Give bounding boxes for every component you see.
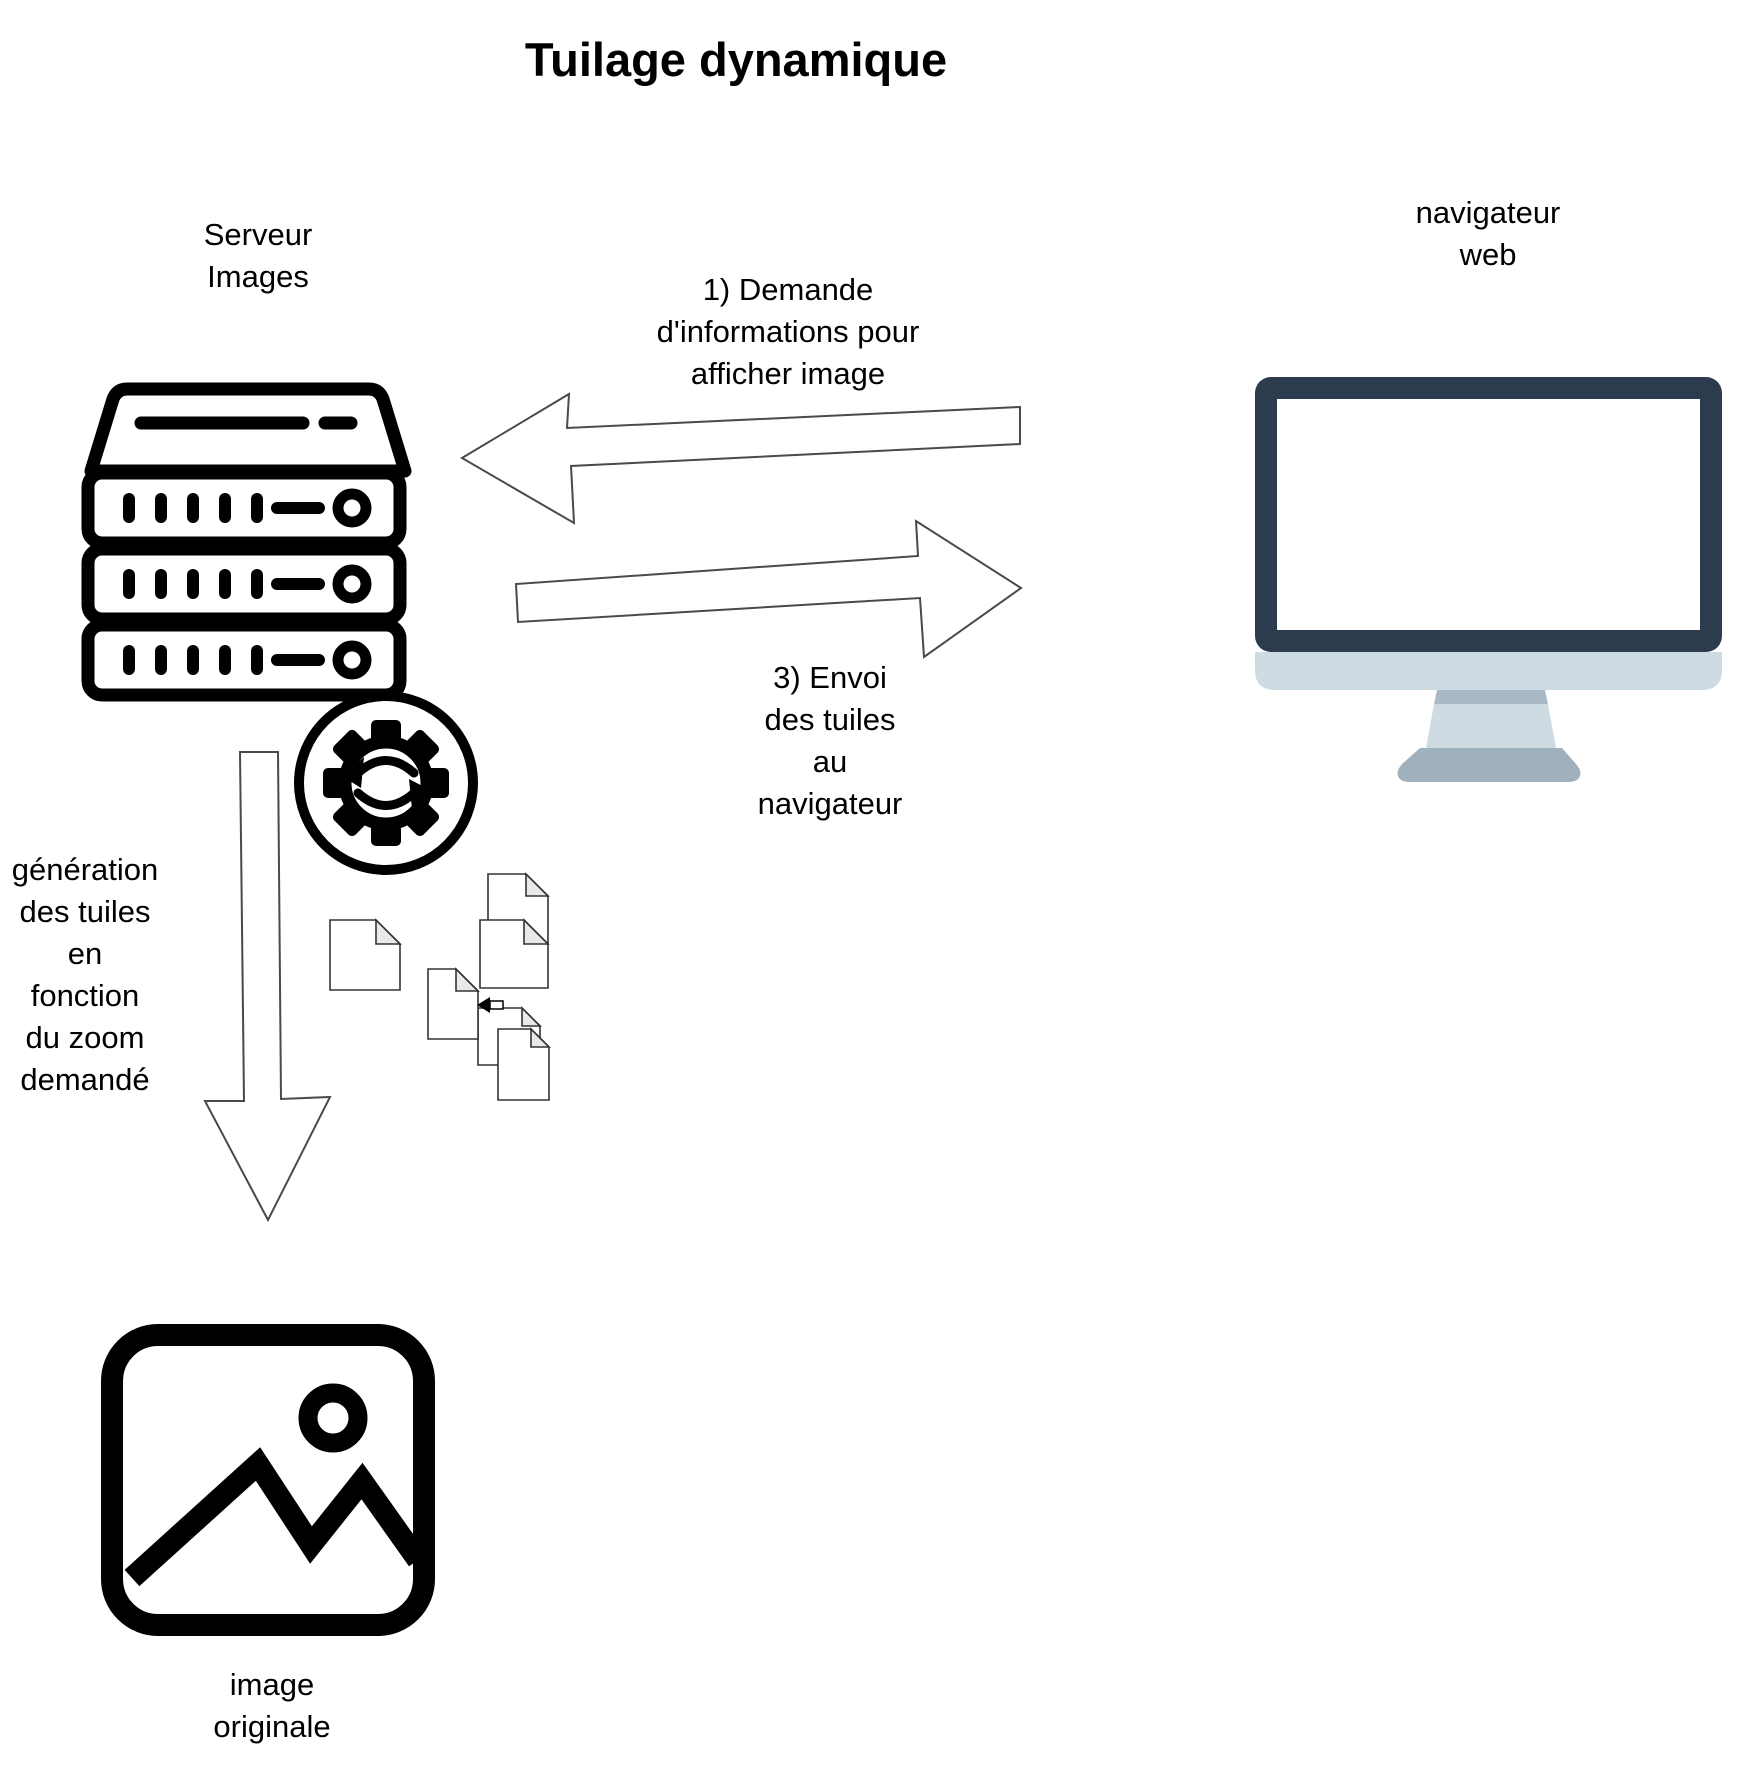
image-icon — [112, 1335, 424, 1625]
server-label-line: Serveur — [203, 217, 313, 252]
gear-sync-icon — [299, 696, 473, 870]
browser-label-line: navigateur — [1415, 195, 1561, 230]
browser-label-line: web — [1459, 237, 1517, 272]
send-arrow-label-line: navigateur — [757, 786, 903, 821]
diagram-title: Tuilage dynamique — [524, 33, 948, 86]
send-arrow-label-line: au — [812, 744, 848, 779]
request-arrow-label-line: afficher image — [690, 356, 886, 391]
browser-label — [1416, 192, 1561, 276]
tile-files-icon — [330, 874, 549, 1100]
generation-arrow-label-line: des tuiles — [19, 894, 151, 929]
send-arrow-label-line: 3) Envoi — [773, 660, 887, 695]
original-image-label — [213, 1664, 330, 1748]
request-arrow-label — [657, 269, 920, 395]
generation-arrow-label-line: du zoom — [25, 1020, 145, 1055]
original-image-label-line: image — [229, 1667, 315, 1702]
arrow-request — [462, 394, 1020, 523]
generation-arrow-label — [12, 849, 159, 1101]
send-arrow-label-line: des tuiles — [764, 702, 896, 737]
arrow-send — [516, 521, 1021, 657]
request-arrow-label-line: d'informations pour — [656, 314, 920, 349]
server-label-line: Images — [207, 259, 309, 294]
monitor-icon — [1255, 377, 1722, 782]
request-arrow-label-line: 1) Demande — [702, 272, 874, 307]
generation-arrow-label-line: demandé — [20, 1062, 150, 1097]
server-stack-icon — [88, 389, 405, 695]
generation-arrow-label-line: en — [67, 936, 103, 971]
generation-arrow-label-line: génération — [11, 852, 159, 887]
send-arrow-label — [758, 657, 903, 825]
generation-arrow-label-line: fonction — [30, 978, 140, 1013]
original-image-label-line: originale — [213, 1709, 331, 1744]
server-label — [204, 214, 313, 298]
